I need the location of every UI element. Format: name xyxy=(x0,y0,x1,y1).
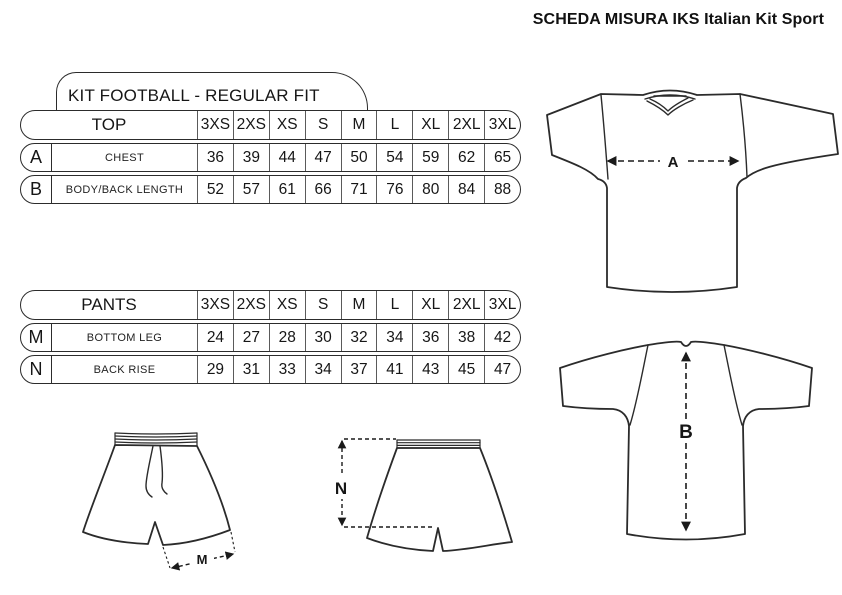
pants-value-cell: 41 xyxy=(376,356,412,383)
shorts-front-outline xyxy=(83,445,230,545)
top-size-header: 3XL xyxy=(484,111,520,139)
waistband-line xyxy=(115,442,197,443)
waistband-edge xyxy=(397,440,480,448)
pants-value-cell: 45 xyxy=(448,356,484,383)
back-length-arrow-label: B xyxy=(679,422,693,443)
pants-title: PANTS xyxy=(81,295,137,314)
shirt-front-outline xyxy=(547,91,838,293)
pants-value-cell: 33 xyxy=(269,356,305,383)
top-value-cell: 62 xyxy=(448,144,484,171)
top-size-header: 2XL xyxy=(448,111,484,139)
bottom-leg-arrow-label: M xyxy=(196,552,208,567)
pants-row-label: BACK RISE xyxy=(93,363,156,376)
pants-size-header: 2XS xyxy=(233,291,269,319)
top-size-header: L xyxy=(376,111,412,139)
pants-value-cell: 24 xyxy=(197,324,233,351)
top-size-table xyxy=(20,110,521,207)
top-value-cell: 36 xyxy=(197,144,233,171)
shorts-back-outline xyxy=(367,448,512,551)
waistband-line xyxy=(115,436,197,437)
shorts-front-diagram xyxy=(75,425,245,583)
top-header-row xyxy=(20,110,521,140)
pants-row-key: M xyxy=(21,324,52,351)
pants-value-cell: 38 xyxy=(448,324,484,351)
pants-header-row xyxy=(20,290,521,320)
pants-value-cell: 29 xyxy=(197,356,233,383)
pants-value-cell: 32 xyxy=(341,324,377,351)
pants-row-M xyxy=(20,323,521,352)
top-value-cell: 71 xyxy=(341,176,377,203)
top-size-header: XS xyxy=(269,111,305,139)
top-value-cell: 39 xyxy=(233,144,269,171)
top-value-cell: 54 xyxy=(376,144,412,171)
top-value-cell: 47 xyxy=(305,144,341,171)
top-size-header: S xyxy=(305,111,341,139)
top-size-header: 3XS xyxy=(197,111,233,139)
pants-size-header: S xyxy=(305,291,341,319)
pants-size-header: 3XL xyxy=(484,291,520,319)
top-title: TOP xyxy=(91,115,127,134)
raglan-seam-right xyxy=(724,345,742,425)
top-value-cell: 88 xyxy=(484,176,520,203)
kit-tab xyxy=(56,72,368,110)
pants-row-key: N xyxy=(21,356,52,383)
back-rise-arrow-label: N xyxy=(334,479,348,498)
shoulder-seam-left xyxy=(601,95,608,179)
pants-value-cell: 27 xyxy=(233,324,269,351)
top-size-header: XL xyxy=(412,111,448,139)
top-value-cell: 57 xyxy=(233,176,269,203)
top-value-cell: 59 xyxy=(412,144,448,171)
waistband-line xyxy=(115,433,197,434)
vneck-outer xyxy=(647,100,693,115)
drawstring-right xyxy=(160,446,167,494)
top-row-A xyxy=(20,143,521,172)
top-row-label: CHEST xyxy=(104,151,145,164)
pants-value-cell: 31 xyxy=(233,356,269,383)
brand-title: SCHEDA MISURA IKS Italian Kit Sport xyxy=(532,11,824,28)
top-value-cell: 66 xyxy=(305,176,341,203)
pants-row-label: BOTTOM LEG xyxy=(86,331,163,344)
top-value-cell: 44 xyxy=(269,144,305,171)
top-row-key: B xyxy=(21,176,52,203)
pants-value-cell: 28 xyxy=(269,324,305,351)
pants-value-cell: 34 xyxy=(376,324,412,351)
pants-size-header: XS xyxy=(269,291,305,319)
waistband-line xyxy=(115,439,197,440)
top-row-label: BODY/BACK LENGTH xyxy=(65,183,184,196)
pants-row-N xyxy=(20,355,521,384)
top-size-header: 2XS xyxy=(233,111,269,139)
shorts-back-diagram xyxy=(330,430,530,575)
kit-tab-title: KIT FOOTBALL - REGULAR FIT xyxy=(68,86,320,105)
shoulder-seam-right xyxy=(740,94,747,177)
pants-size-header: L xyxy=(376,291,412,319)
raglan-seam-left xyxy=(630,345,648,425)
shirt-front-diagram xyxy=(535,86,842,301)
pants-value-cell: 36 xyxy=(412,324,448,351)
top-row-B xyxy=(20,175,521,204)
pants-value-cell: 47 xyxy=(484,356,520,383)
pants-size-table xyxy=(20,290,521,387)
top-value-cell: 65 xyxy=(484,144,520,171)
pants-value-cell: 37 xyxy=(341,356,377,383)
top-value-cell: 61 xyxy=(269,176,305,203)
pants-value-cell: 43 xyxy=(412,356,448,383)
pants-value-cell: 34 xyxy=(305,356,341,383)
top-value-cell: 80 xyxy=(412,176,448,203)
shirt-back-diagram xyxy=(540,338,832,550)
pants-size-header: XL xyxy=(412,291,448,319)
top-row-key: A xyxy=(21,144,52,171)
pants-size-header: 2XL xyxy=(448,291,484,319)
top-value-cell: 76 xyxy=(376,176,412,203)
chest-arrow-label: A xyxy=(667,154,679,171)
pants-value-cell: 42 xyxy=(484,324,520,351)
top-value-cell: 52 xyxy=(197,176,233,203)
top-size-header: M xyxy=(341,111,377,139)
pants-value-cell: 30 xyxy=(305,324,341,351)
pants-size-header: M xyxy=(341,291,377,319)
bottom-leg-ext-line xyxy=(163,547,170,568)
pants-size-header: 3XS xyxy=(197,291,233,319)
top-value-cell: 50 xyxy=(341,144,377,171)
bottom-leg-ext-line xyxy=(231,532,235,552)
top-value-cell: 84 xyxy=(448,176,484,203)
drawstring-left xyxy=(146,446,153,497)
